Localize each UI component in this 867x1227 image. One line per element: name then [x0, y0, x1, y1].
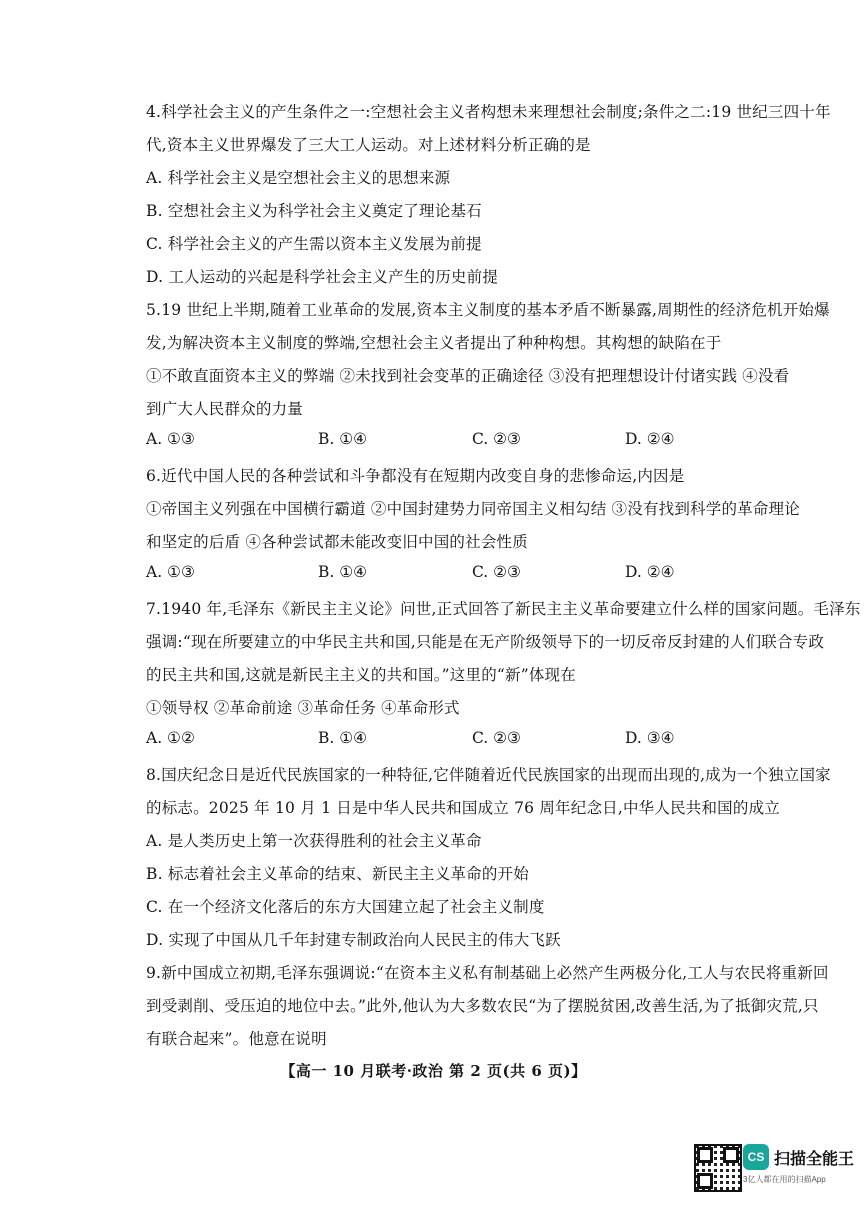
q5-line-4: 到广大人民群众的力量 — [146, 400, 304, 418]
q9-line-2: 到受剥削、受压迫的地位中去。”此外,他认为大多数农民“为了摆脱贫困,改善生活,为了抵御灾荒,只 — [146, 997, 819, 1015]
q6-option-a: A. ①③ — [146, 563, 195, 581]
q4-line-2: 代,资本主义世界爆发了三大工人运动。对上述材料分析正确的是 — [146, 136, 591, 154]
q4-line-1: 4.科学社会主义的产生条件之一:空想社会主义者构想未来理想社会制度;条件之二:19 世纪三四十年 — [146, 103, 831, 121]
q6-line-1: 6.近代中国人民的各种尝试和斗争都没有在短期内改变自身的悲惨命运,内因是 — [146, 467, 685, 485]
q5-option-d: D. ②④ — [625, 430, 675, 448]
watermark-tagline: 3亿人都在用的扫描App — [743, 1175, 826, 1184]
q6-option-c: C. ②③ — [472, 563, 521, 581]
q5-line-2: 发,为解决资本主义制度的弊端,空想社会主义者提出了种种构想。其构想的缺陷在于 — [146, 334, 722, 352]
q8-line-1: 8.国庆纪念日是近代民族国家的一种特征,它伴随着近代民族国家的出现而出现的,成为一个独立国家 — [146, 766, 831, 784]
q8-option-a: A. 是人类历史上第一次获得胜利的社会主义革命 — [146, 832, 482, 850]
q7-line-3: 的民主共和国,这就是新民主主义的共和国。”这里的“新”体现在 — [146, 666, 576, 684]
q6-line-3: 和坚定的后盾 ④各种尝试都未能改变旧中国的社会性质 — [146, 533, 528, 551]
watermark-brand: 扫描全能王 — [774, 1151, 855, 1168]
q9-line-3: 有联合起来”。他意在说明 — [146, 1030, 327, 1048]
q4-option-b: B. 空想社会主义为科学社会主义奠定了理论基石 — [146, 202, 482, 220]
page-footer: 【高一 10 月联考·政治 第 2 页(共 6 页)】 — [280, 1062, 587, 1080]
q4-option-a: A. 科学社会主义是空想社会主义的思想来源 — [146, 169, 451, 187]
q9-line-1: 9.新中国成立初期,毛泽东强调说:“在资本主义私有制基础上必然产生两极分化,工人与农民将重新回 — [146, 964, 829, 982]
q5-option-c: C. ②③ — [472, 430, 521, 448]
q7-option-a: A. ①② — [146, 729, 195, 747]
q8-option-d: D. 实现了中国从几千年封建专制政治向人民民主的伟大飞跃 — [146, 931, 561, 949]
q7-line-4: ①领导权 ②革命前途 ③革命任务 ④革命形式 — [146, 699, 460, 717]
q4-option-c: C. 科学社会主义的产生需以资本主义发展为前提 — [146, 235, 482, 253]
qr-code-icon — [694, 1144, 742, 1192]
q8-option-b: B. 标志着社会主义革命的结束、新民主主义革命的开始 — [146, 865, 529, 883]
q5-line-1: 5.19 世纪上半期,随着工业革命的发展,资本主义制度的基本矛盾不断暴露,周期性的经济危机开始爆 — [146, 301, 830, 319]
q5-line-3: ①不敢直面资本主义的弊端 ②未找到社会变革的正确途径 ③没有把理想设计付诸实践 ④没看 — [146, 367, 790, 385]
q4-option-d: D. 工人运动的兴起是科学社会主义产生的历史前提 — [146, 268, 499, 286]
q8-line-2: 的标志。2025 年 10 月 1 日是中华人民共和国成立 76 周年纪念日,中华人民共和国的成立 — [146, 799, 780, 817]
q6-option-b: B. ①④ — [318, 563, 368, 581]
q7-option-b: B. ①④ — [318, 729, 368, 747]
q8-option-c: C. 在一个经济文化落后的东方大国建立起了社会主义制度 — [146, 898, 545, 916]
q7-line-1: 7.1940 年,毛泽东《新民主主义论》问世,正式回答了新民主主义革命要建立什么样的国家问题。毛泽东 — [146, 600, 861, 618]
q6-option-d: D. ②④ — [625, 563, 675, 581]
q5-option-b: B. ①④ — [318, 430, 368, 448]
q7-line-2: 强调:“现在所要建立的中华民主共和国,只能是在无产阶级领导下的一切反帝反封建的人们联合专政 — [146, 633, 825, 651]
q7-option-c: C. ②③ — [472, 729, 521, 747]
camscanner-logo-icon: CS — [743, 1144, 769, 1170]
q7-option-d: D. ③④ — [625, 729, 675, 747]
q6-line-2: ①帝国主义列强在中国横行霸道 ②中国封建势力同帝国主义相勾结 ③没有找到科学的革命理论 — [146, 500, 800, 518]
q5-option-a: A. ①③ — [146, 430, 195, 448]
